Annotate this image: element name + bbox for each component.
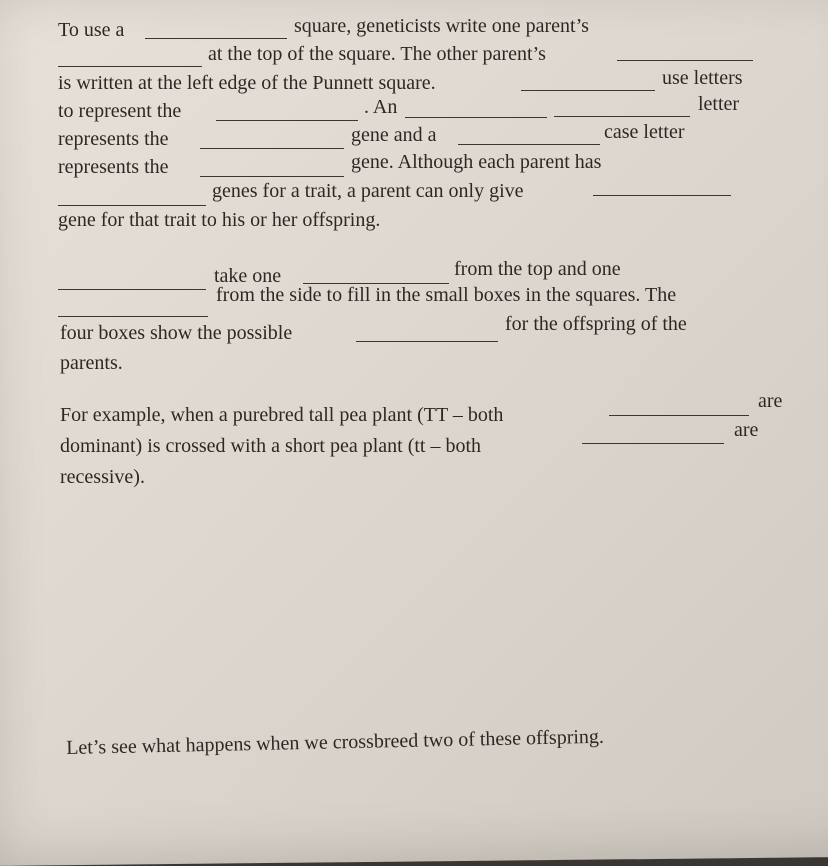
text-line: Let’s see what happens when we crossbreed two of these offspring. — [65, 725, 605, 759]
text-line: to represent the — [58, 100, 182, 122]
fill-in-blank[interactable] — [521, 90, 655, 91]
fill-in-blank[interactable] — [609, 415, 749, 416]
fill-in-blank[interactable] — [617, 60, 753, 61]
text-line: gene. Although each parent has — [351, 151, 602, 173]
text-line: represents the — [58, 128, 169, 150]
text-line: To use a — [58, 19, 125, 41]
text-line: square, geneticists write one parent’s — [294, 15, 589, 37]
text-line: from the top and one — [454, 258, 621, 280]
text-line: dominant) is crossed with a short pea plant (tt – both — [60, 435, 482, 457]
text-line: are — [758, 390, 783, 412]
fill-in-blank[interactable] — [554, 116, 690, 117]
text-line: represents the — [58, 156, 169, 178]
fill-in-blank[interactable] — [145, 38, 287, 39]
text-line: . An — [364, 96, 398, 118]
text-line: is written at the left edge of the Punnett square. — [58, 72, 436, 94]
fill-in-blank[interactable] — [200, 148, 344, 149]
text-line: genes for a trait, a parent can only give — [212, 180, 524, 202]
text-line: recessive). — [60, 466, 145, 488]
fill-in-blank[interactable] — [458, 144, 600, 145]
text-line: parents. — [60, 352, 123, 374]
fill-in-blank[interactable] — [58, 205, 206, 206]
text-line: at the top of the square. The other parent’s — [208, 43, 546, 65]
text-line: gene for that trait to his or her offspring. — [58, 209, 381, 231]
text-line: For example, when a purebred tall pea plant (TT – both — [60, 404, 504, 426]
fill-in-blank[interactable] — [216, 120, 358, 121]
text-line: take one — [214, 265, 282, 287]
fill-in-blank[interactable] — [593, 195, 731, 196]
fill-in-blank[interactable] — [405, 117, 547, 118]
text-line: are — [734, 419, 759, 441]
text-line: four boxes show the possible — [60, 322, 293, 344]
fill-in-blank[interactable] — [200, 176, 344, 177]
text-line: from the side to fill in the small boxes in the squares. The — [216, 284, 677, 306]
fill-in-blank[interactable] — [58, 289, 206, 290]
fill-in-blank[interactable] — [58, 66, 202, 67]
fill-in-blank[interactable] — [582, 443, 724, 444]
text-line: gene and a — [351, 124, 437, 146]
text-line: use letters — [662, 67, 743, 89]
text-line: case letter — [604, 121, 685, 143]
text-line: for the offspring of the — [505, 313, 687, 335]
text-line: letter — [698, 93, 740, 115]
fill-in-blank[interactable] — [356, 341, 498, 342]
fill-in-blank[interactable] — [58, 316, 208, 317]
